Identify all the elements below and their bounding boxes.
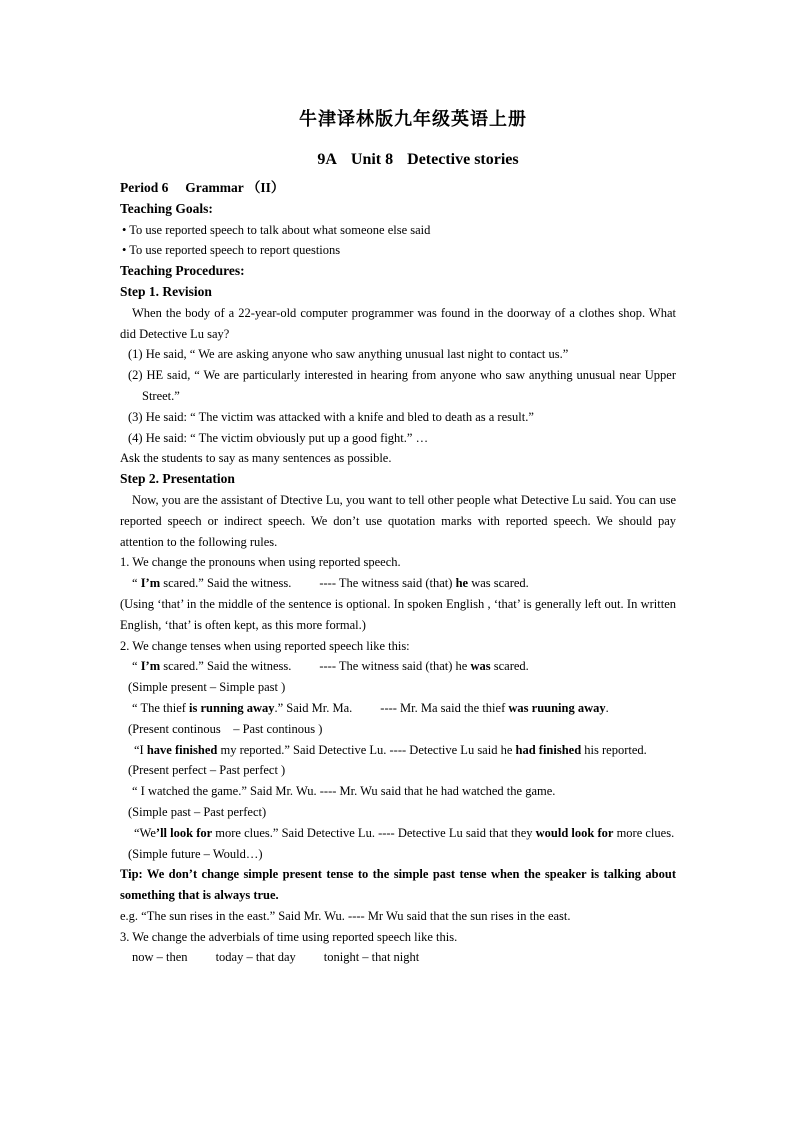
adverbial-pair: tonight – that night bbox=[323, 950, 420, 965]
rule2-example: “ I’m scared.” Said the witness. ---- The witness said (that) he was scared. bbox=[132, 659, 529, 674]
document-title-english bbox=[160, 148, 676, 172]
step1-item: (4) He said: “ The victim obviously put up a good fight.” … bbox=[128, 430, 429, 445]
step1-heading: Step 1. Revision bbox=[120, 283, 212, 299]
step1-instruction: Ask the students to say as many sentences as possible. bbox=[120, 451, 392, 466]
goal-item: • To use reported speech to talk about what someone else said bbox=[122, 222, 431, 237]
title-code: 9A bbox=[317, 151, 337, 168]
rule-1: 1. We change the pronouns when using reported speech. bbox=[120, 555, 401, 570]
rule-2: 2. We change tenses when using reported speech like this: bbox=[120, 638, 410, 653]
rule1-note: (Using ‘that’ in the middle of the sentence is optional. In spoken English , ‘that’ is generally left out. In written English, ‘that’ is often kept, as this more formal.) bbox=[120, 596, 676, 632]
example-sentence: e.g. “The sun rises in the east.” Said Mr. Wu. ---- Mr Wu said that the sun rises in the east. bbox=[120, 908, 571, 923]
goal-item: • To use reported speech to report questions bbox=[122, 243, 341, 258]
tense-label: (Simple past – Past perfect) bbox=[128, 804, 267, 819]
goals-heading: Teaching Goals: bbox=[120, 200, 213, 216]
rule1-example: “ I’m scared.” Said the witness. ---- The witness said (that) he was scared. bbox=[132, 576, 529, 591]
tense-label: (Simple future – Would…) bbox=[128, 846, 263, 861]
adverbial-pair: today – that day bbox=[215, 950, 296, 965]
rule-3: 3. We change the adverbials of time using reported speech like this. bbox=[120, 929, 458, 944]
step1-item: (1) He said, “ We are asking anyone who saw anything unusual last night to contact us.” bbox=[128, 347, 569, 362]
step1-intro: When the body of a 22-year-old computer programmer was found in the doorway of a clothes shop. What did Detective Lu say? bbox=[120, 305, 676, 341]
procedures-heading: Teaching Procedures: bbox=[120, 263, 245, 279]
document-content bbox=[120, 104, 676, 968]
adverbial-pair: now – then bbox=[132, 950, 188, 965]
step1-item: (2) HE said, “ We are particularly interested in hearing from anyone who saw anything unusual near Upper Street.” bbox=[128, 368, 676, 403]
step1-item: (3) He said: “ The victim was attacked with a knife and bled to death as a result.” bbox=[128, 409, 534, 424]
tip-note: Tip: We don’t change simple present tense to the simple past tense when the speaker is talking about something that is always true. bbox=[120, 867, 676, 903]
rule2-example: “ I watched the game.” Said Mr. Wu. ---- Mr. Wu said that he had watched the game. bbox=[132, 784, 556, 799]
tense-label: (Simple present – Simple past ) bbox=[128, 680, 286, 695]
rule2-example: “ The thief is running away.” Said Mr. Ma. ---- Mr. Ma said the thief was ruuning away. bbox=[132, 700, 609, 715]
step2-intro: Now, you are the assistant of Dtective Lu, you want to tell other people what Detective Lu said. You can use reported speech or indirect speech. We don’t use quotation marks with reported speech. We should pay attention to the following rules. bbox=[120, 492, 676, 549]
rule2-example: “I have finished my reported.” Said Detective Lu. ---- Detective Lu said he had finished his reported. bbox=[134, 742, 647, 757]
period-heading: Period 6 Grammar （II） bbox=[120, 180, 285, 195]
tense-label: (Present perfect – Past perfect ) bbox=[128, 763, 286, 778]
tense-label: (Present continous – Past continous ) bbox=[128, 721, 323, 736]
step2-heading: Step 2. Presentation bbox=[120, 471, 235, 487]
adverbials-list bbox=[120, 947, 676, 968]
document-title-chinese: 牛津译林版九年级英语上册 bbox=[299, 109, 527, 129]
rule2-example: “We’ll look for more clues.” Said Detective Lu. ---- Detective Lu said that they would look for more clues. bbox=[134, 825, 675, 840]
title-unit: Unit 8 bbox=[350, 151, 394, 168]
title-topic: Detective stories bbox=[407, 151, 519, 168]
